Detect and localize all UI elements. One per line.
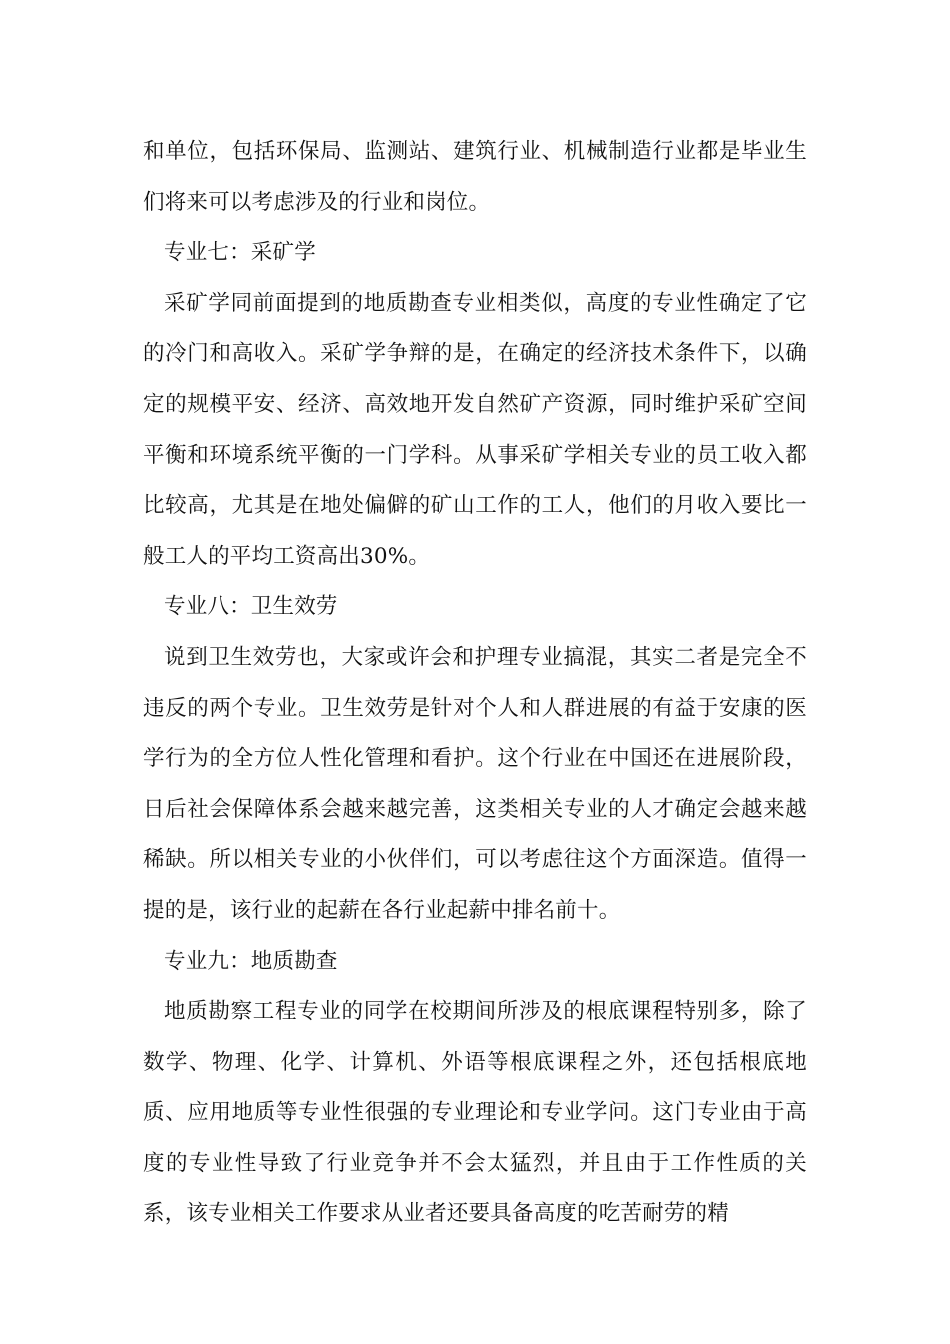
body-paragraph: 说到卫生效劳也，大家或许会和护理专业搞混，其实二者是完全不违反的两个专业。卫生效劳是针对个人和人群进展的有益于安康的医学行为的全方位人性化管理和看护。这个行业在中国还在进展阶段，日后社会保障体系会越来越完善，这类相关专业的人才确定会越来越稀缺。所以相关专业的小伙伴们，可以考虑往这个方面深造。值得一提的是，该行业的起薪在各行业起薪中排名前十。 <box>143 644 807 923</box>
section-heading: 专业九：地质勘查 <box>164 948 338 974</box>
section-heading: 专业七：采矿学 <box>164 240 316 266</box>
section-heading: 专业八：卫生效劳 <box>164 594 338 620</box>
body-paragraph: 地质勘察工程专业的同学在校期间所涉及的根底课程特别多，除了数学、物理、化学、计算机、外语等根底课程之外，还包括根底地质、应用地质等专业性很强的专业理论和专业学问。这门专业由于高度的专业性导致了行业竞争并不会太猛烈，并且由于工作性质的关系，该专业相关工作要求从业者还要具备高度的吃苦耐劳的精 <box>143 999 807 1227</box>
body-paragraph: 采矿学同前面提到的地质勘查专业相类似，高度的专业性确定了它的冷门和高收入。采矿学争辩的是，在确定的经济技术条件下，以确定的规模平安、经济、高效地开发自然矿产资源，同时维护采矿空间平衡和环境系统平衡的一门学科。从事采矿学相关专业的员工收入都比较高，尤其是在地处偏僻的矿山工作的工人，他们的月收入要比一般工人的平均工资高出30%。 <box>143 290 807 569</box>
document-body <box>143 127 807 1240</box>
body-paragraph: 和单位，包括环保局、监测站、建筑行业、机械制造行业都是毕业生们将来可以考虑涉及的行业和岗位。 <box>143 139 807 215</box>
